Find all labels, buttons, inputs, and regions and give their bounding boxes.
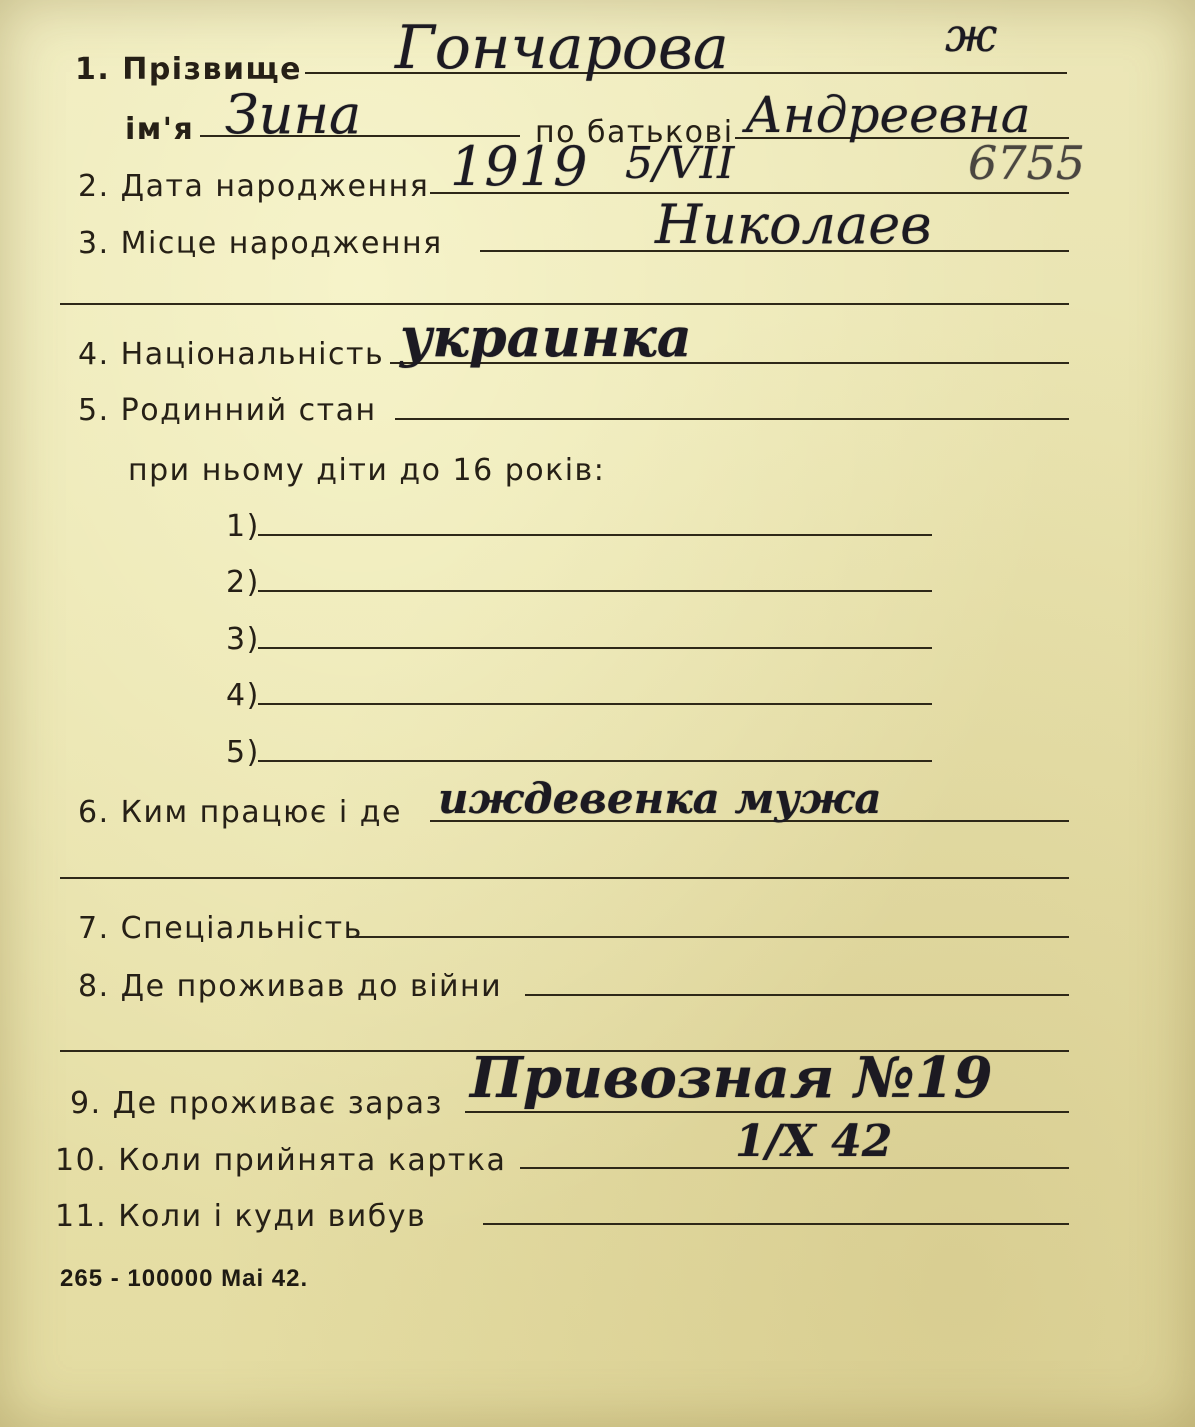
- field-7-label: 7. Спеціальність: [78, 911, 363, 946]
- field-5-label: 5. Родинний стан: [78, 393, 377, 428]
- card-date-handwritten: 1/X 42: [735, 1116, 893, 1167]
- child-3-number: 3): [226, 622, 260, 657]
- birth-year-handwritten: 1919: [450, 135, 588, 198]
- field-3-label: 3. Місце народження: [78, 226, 443, 261]
- field-5-line: [395, 418, 1069, 420]
- gender-mark-handwritten: ж: [945, 8, 998, 62]
- field-8-line: [525, 994, 1069, 996]
- field-1-label: 1. Прізвище: [75, 52, 303, 87]
- field-7-line: [355, 936, 1069, 938]
- field-8-label: 8. Де проживав до війни: [78, 969, 503, 1004]
- surname-handwritten: Гончарова: [395, 13, 729, 83]
- child-4-line: [258, 703, 932, 705]
- field-10-line: [520, 1167, 1069, 1169]
- field-6-label: 6. Ким працює і де: [78, 795, 402, 830]
- field-2-label: 2. Дата народження: [78, 169, 430, 204]
- children-label: при ньому діти до 16 років:: [128, 453, 606, 488]
- first-name-handwritten: Зина: [225, 83, 362, 146]
- field-6-extra-line: [60, 877, 1069, 879]
- record-number-handwritten: 6755: [968, 136, 1086, 190]
- field-9-label: 9. Де проживає зараз: [70, 1086, 443, 1121]
- printer-mark: 265 - 100000 Mai 42.: [60, 1265, 309, 1292]
- child-1-number: 1): [226, 509, 260, 544]
- child-2-number: 2): [226, 565, 260, 600]
- child-1-line: [258, 534, 932, 536]
- current-address-handwritten: Привозная №19: [470, 1045, 993, 1111]
- name-sublabel: ім'я: [125, 112, 195, 147]
- field-4-label: 4. Національність: [78, 337, 385, 372]
- nationality-handwritten: украинка: [400, 305, 692, 369]
- child-5-number: 5): [226, 735, 260, 770]
- child-5-line: [258, 760, 932, 762]
- field-10-label: 10. Коли прийнята картка: [55, 1143, 507, 1178]
- patronymic-sublabel: по батькові: [535, 115, 734, 150]
- birthplace-handwritten: Николаев: [655, 193, 932, 256]
- occupation-handwritten: иждевенка мужа: [438, 774, 882, 823]
- field-11-line: [483, 1223, 1069, 1225]
- child-3-line: [258, 647, 932, 649]
- field-9-line: [465, 1111, 1069, 1113]
- patronymic-handwritten: Андреевна: [745, 86, 1031, 144]
- birth-day-month-handwritten: 5/VII: [625, 138, 735, 189]
- child-4-number: 4): [226, 678, 260, 713]
- child-2-line: [258, 590, 932, 592]
- field-11-label: 11. Коли і куди вибув: [55, 1199, 427, 1234]
